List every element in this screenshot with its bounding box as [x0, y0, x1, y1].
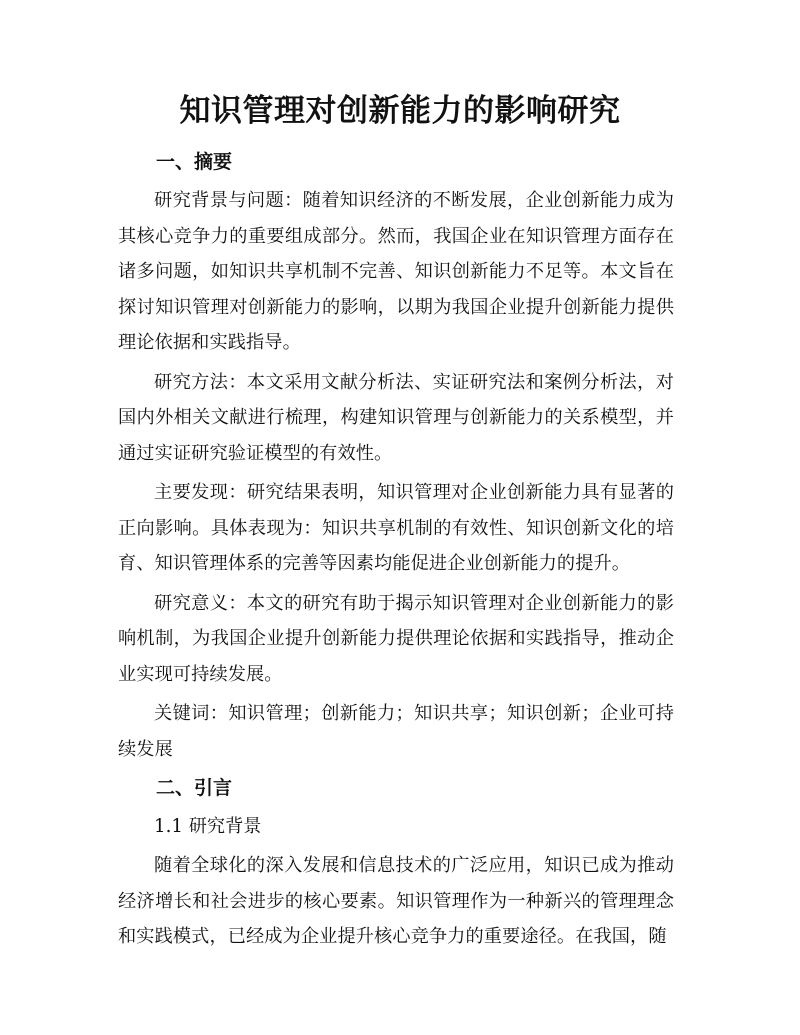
research-background-subheading: 1.1 研究背景 [154, 816, 262, 837]
abstract-background-paragraph: 研究背景与问题：随着知识经济的不断发展，企业创新能力成为其核心竞争力的重要组成部分。然而，我国企业在知识管理方面存在诸多问题，如知识共享机制不完善、知识创新能力不足等。本文旨在探讨知识管理对创新能力的影响，以期为我国企业提升创新能力提供理论依据和实践指导。 [118, 190, 674, 353]
abstract-method-paragraph: 研究方法：本文采用文献分析法、实证研究法和案例分析法，对国内外相关文献进行梳理，构建知识管理与创新能力的关系模型，并通过实证研究验证模型的有效性。 [118, 371, 674, 464]
introduction-paragraph: 随着全球化的深入发展和信息技术的广泛应用，知识已成为推动经济增长和社会进步的核心要素。知识管理作为一种新兴的管理理念和实践模式，已经成为企业提升核心竞争力的重要途径。在我国，随 [118, 855, 674, 947]
introduction-heading: 二、引言 [156, 777, 233, 799]
document-title: 知识管理对创新能力的影响研究 [179, 93, 621, 129]
keywords-paragraph: 关键词：知识管理；创新能力；知识共享；知识创新；企业可持续发展 [118, 703, 674, 760]
abstract-findings-paragraph: 主要发现：研究结果表明，知识管理对企业创新能力具有显著的正向影响。具体表现为：知识共享机制的有效性、知识创新文化的培育、知识管理体系的完善等因素均能促进企业创新能力的提升。 [118, 482, 674, 574]
abstract-heading: 一、摘要 [156, 151, 233, 173]
abstract-significance-paragraph: 研究意义：本文的研究有助于揭示知识管理对企业创新能力的影响机制，为我国企业提升创新能力提供理论依据和实践指导，推动企业实现可持续发展。 [118, 592, 674, 685]
document-body [118, 145, 674, 959]
